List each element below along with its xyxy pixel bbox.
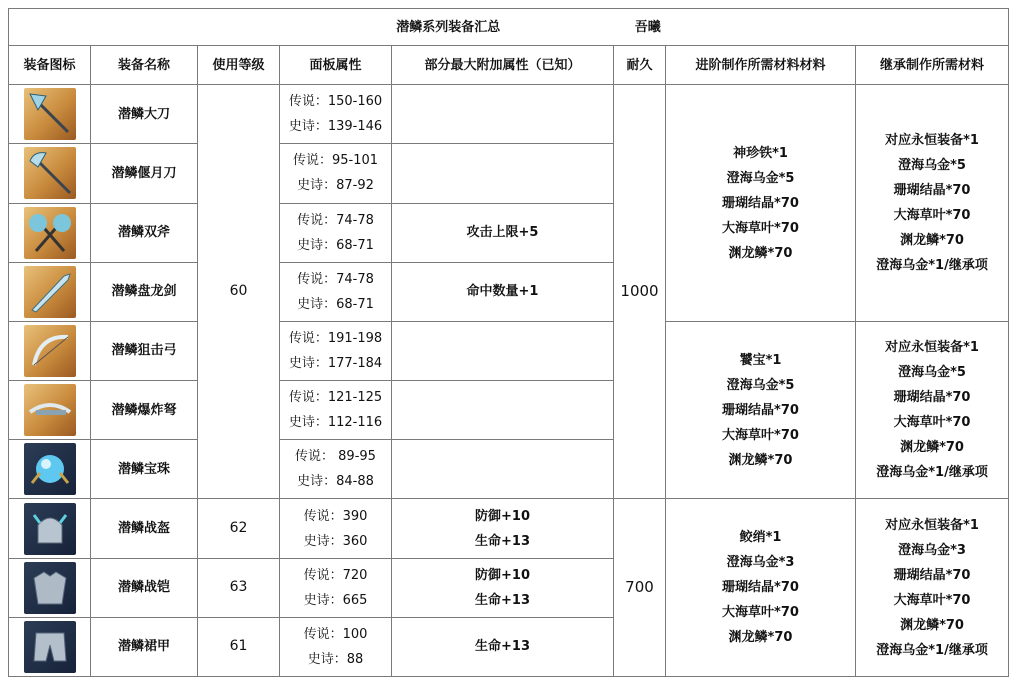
material-item: 饕宝*1 [739, 352, 782, 368]
material-item: 大海草叶*70 [893, 592, 971, 608]
table-row [9, 321, 1009, 380]
header-durability: 耐久 [614, 46, 666, 85]
epic-stat: 史诗：87-92 [297, 178, 374, 194]
epic-stat: 史诗：139-146 [288, 119, 383, 135]
armor-icon [24, 562, 76, 614]
legend-stat: 传说：95-101 [292, 153, 379, 169]
material-item: 珊瑚结晶*70 [893, 567, 971, 583]
item-name: 潜鳞双斧 [91, 203, 198, 262]
legend-stat: 传说：74-78 [297, 212, 374, 228]
extra-attr-cell [392, 85, 614, 144]
icon-cell [9, 440, 91, 499]
advance-materials-1 [666, 85, 856, 322]
header-extra: 部分最大附加属性（已知） [392, 46, 614, 85]
item-name: 潜鳞盘龙剑 [91, 262, 198, 321]
epic-stat: 史诗：177-184 [288, 355, 383, 371]
panel-stats [280, 321, 392, 380]
material-item: 渊龙鳞*70 [728, 630, 793, 646]
extra-attr-cell: 命中数量+1 [392, 262, 614, 321]
material-item: 澄海乌金*1/继承项 [876, 642, 988, 658]
item-name: 潜鳞大刀 [91, 85, 198, 144]
panel-stats [280, 499, 392, 558]
extra-attr: 防御+10 [475, 508, 530, 524]
header-row [9, 46, 1009, 85]
table-row [9, 85, 1009, 144]
item-level: 63 [198, 558, 280, 617]
extra-attr-cell [392, 558, 614, 617]
inherit-materials-1 [856, 85, 1009, 322]
material-item: 渊龙鳞*70 [900, 440, 964, 456]
item-name: 潜鳞偃月刀 [91, 144, 198, 203]
panel-stats [280, 381, 392, 440]
legend-stat: 传说： 89-95 [295, 449, 376, 465]
panel-stats [280, 617, 392, 676]
epic-stat: 史诗：360 [303, 533, 368, 549]
orb-icon [24, 443, 76, 495]
material-item: 澄海乌金*5 [898, 365, 966, 381]
material-item: 对应永恒装备*1 [885, 517, 979, 533]
panel-stats [280, 203, 392, 262]
material-item: 澄海乌金*3 [898, 542, 966, 558]
inherit-materials-3 [856, 499, 1009, 677]
header-advance: 进阶制作所需材料材料 [666, 46, 856, 85]
item-name: 潜鳞战铠 [91, 558, 198, 617]
table-row [9, 499, 1009, 558]
dragon-sword-icon [24, 266, 76, 318]
material-item: 珊瑚结晶*70 [893, 390, 971, 406]
material-item: 澄海乌金*1/继承项 [876, 465, 988, 481]
extra-attr: 生命+13 [475, 592, 530, 608]
panel-stats [280, 558, 392, 617]
material-item: 珊瑚结晶*70 [722, 195, 799, 211]
panel-stats [280, 144, 392, 203]
extra-attr-cell [392, 381, 614, 440]
icon-cell [9, 144, 91, 203]
material-item: 大海草叶*70 [893, 415, 971, 431]
legend-stat: 传说：74-78 [297, 271, 374, 287]
sheet-title: 潜鳞系列装备汇总 [396, 19, 501, 35]
material-item: 澄海乌金*5 [726, 170, 795, 186]
epic-stat: 史诗：84-88 [297, 474, 374, 490]
material-item: 珊瑚结晶*70 [722, 580, 799, 596]
epic-stat: 史诗：112-116 [288, 415, 383, 431]
item-level: 62 [198, 499, 280, 558]
durability-armor: 700 [614, 499, 666, 677]
item-name: 潜鳞战盔 [91, 499, 198, 558]
header-panel: 面板属性 [280, 46, 392, 85]
extra-attr-cell [392, 440, 614, 499]
advance-materials-3 [666, 499, 856, 677]
header-icon: 装备图标 [9, 46, 91, 85]
extra-attr-cell: 生命+13 [392, 617, 614, 676]
helmet-icon [24, 503, 76, 555]
material-item: 澄海乌金*5 [898, 158, 966, 174]
extra-attr-cell [392, 321, 614, 380]
extra-attr-cell [392, 144, 614, 203]
material-item: 珊瑚结晶*70 [893, 183, 971, 199]
inherit-materials-2 [856, 321, 1009, 499]
material-item: 大海草叶*70 [893, 208, 971, 224]
extra-attr-cell: 攻击上限+5 [392, 203, 614, 262]
epic-stat: 史诗：68-71 [297, 296, 374, 312]
greaves-icon [24, 621, 76, 673]
glaive-icon [24, 88, 76, 140]
advance-materials-2 [666, 321, 856, 499]
icon-cell [9, 85, 91, 144]
crescent-blade-icon [24, 147, 76, 199]
material-item: 渊龙鳞*70 [728, 245, 793, 261]
material-item: 澄海乌金*5 [726, 377, 795, 393]
extra-attr: 防御+10 [475, 567, 530, 583]
material-item: 渊龙鳞*70 [900, 233, 964, 249]
legend-stat: 传说：100 [303, 626, 368, 642]
extra-attr: 生命+13 [475, 533, 530, 549]
icon-cell [9, 262, 91, 321]
author-name: 吾曦 [634, 19, 661, 35]
header-level: 使用等级 [198, 46, 280, 85]
header-name: 装备名称 [91, 46, 198, 85]
material-item: 珊瑚结晶*70 [722, 402, 799, 418]
item-name: 潜鳞狙击弓 [91, 321, 198, 380]
legend-stat: 传说：121-125 [288, 390, 383, 406]
epic-stat: 史诗：88 [307, 651, 364, 667]
title-row [9, 9, 1009, 46]
weapon-level: 60 [198, 85, 280, 499]
twin-axes-icon [24, 207, 76, 259]
material-item: 澄海乌金*3 [726, 555, 795, 571]
blast-crossbow-icon [24, 384, 76, 436]
material-item: 神珍铁*1 [733, 145, 788, 161]
material-item: 大海草叶*70 [722, 605, 799, 621]
legend-stat: 传说：150-160 [288, 94, 383, 110]
icon-cell [9, 381, 91, 440]
material-item: 对应永恒装备*1 [885, 340, 979, 356]
legend-stat: 传说：191-198 [288, 330, 383, 346]
material-item: 鲛绡*1 [739, 530, 782, 546]
extra-attr-cell [392, 499, 614, 558]
panel-stats [280, 85, 392, 144]
panel-stats [280, 262, 392, 321]
epic-stat: 史诗：68-71 [297, 237, 374, 253]
material-item: 对应永恒装备*1 [885, 133, 979, 149]
material-item: 渊龙鳞*70 [900, 617, 964, 633]
item-name: 潜鳞宝珠 [91, 440, 198, 499]
sniper-bow-icon [24, 325, 76, 377]
material-item: 渊龙鳞*70 [728, 452, 793, 468]
item-name: 潜鳞裙甲 [91, 617, 198, 676]
durability-weapons: 1000 [614, 85, 666, 499]
icon-cell [9, 321, 91, 380]
item-name: 潜鳞爆炸弩 [91, 381, 198, 440]
epic-stat: 史诗：665 [303, 592, 368, 608]
icon-cell [9, 499, 91, 558]
material-item: 大海草叶*70 [722, 427, 799, 443]
material-item: 澄海乌金*1/继承项 [876, 258, 988, 274]
item-level: 61 [198, 617, 280, 676]
title-cell [9, 9, 1009, 46]
legend-stat: 传说：390 [303, 508, 368, 524]
panel-stats [280, 440, 392, 499]
icon-cell [9, 203, 91, 262]
equipment-summary-table [8, 8, 1009, 677]
icon-cell [9, 558, 91, 617]
icon-cell [9, 617, 91, 676]
legend-stat: 传说：720 [303, 567, 368, 583]
header-inherit: 继承制作所需材料 [856, 46, 1009, 85]
material-item: 大海草叶*70 [722, 220, 799, 236]
